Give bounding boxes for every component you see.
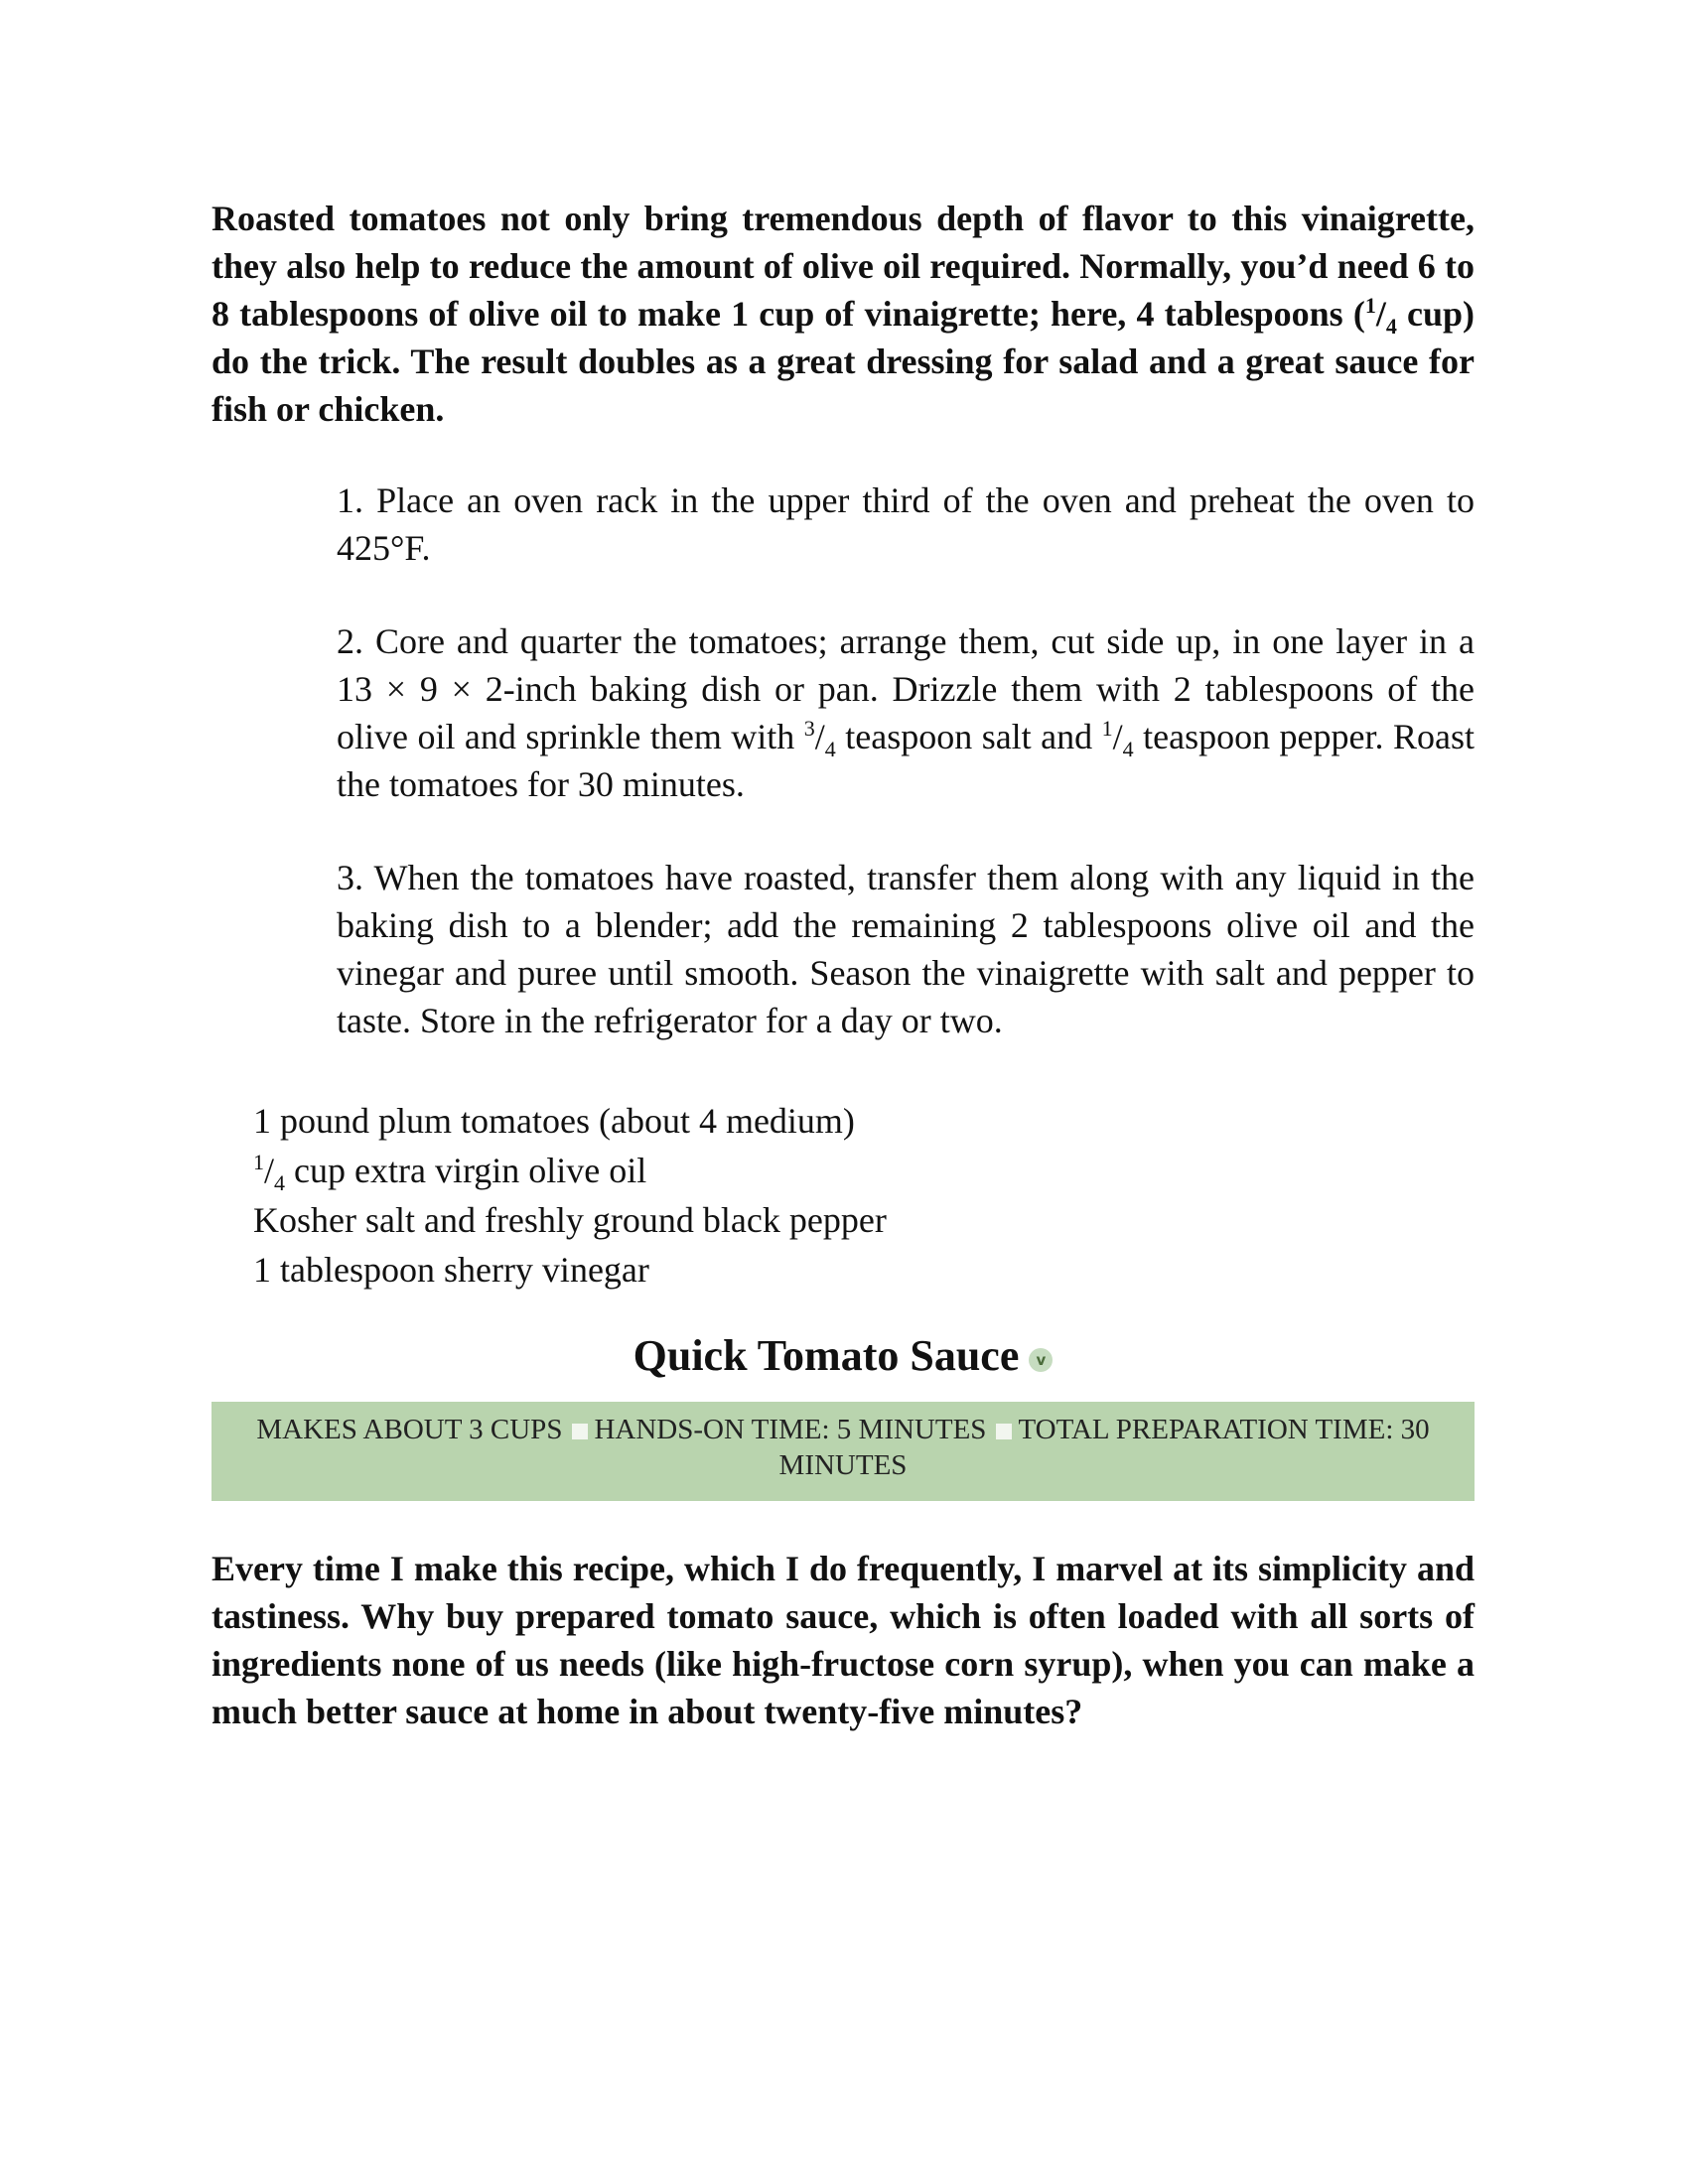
fraction-denominator: 4 — [824, 737, 836, 762]
step-2-text-b: teaspoon salt and — [835, 717, 1102, 756]
ingredient-text: cup extra virgin olive oil — [285, 1151, 647, 1190]
ingredient-item: 1 tablespoon sherry vinegar — [253, 1250, 649, 1290]
step-3: 3. When the tomatoes have roasted, transfer them along with any liquid in the baking dish to a blender; add the remaining 2 tablespoons olive oil and the vinegar and puree until smooth. Season the vinaigrette with salt and pepper to taste. Store in the refrigerator for a day or two. — [337, 858, 1475, 1040]
recipe-2-intro-paragraph: Every time I make this recipe, which I do frequently, I marvel at its simplicity and tastiness. Why buy prepared tomato sauce, which is often loaded with all sorts of ingredients none of us needs (like high-fructose corn syrup), when you can make a much better sauce at home in about twenty-five minutes? — [211, 1549, 1475, 1731]
fraction-numerator: 1 — [253, 1150, 264, 1174]
step-2-text-a: 2. Core and quarter the tomatoes; arrange them, cut side up, in one layer in a 13 × 9 × 2-inch baking dish or pan. Drizzle them with 2 tablespoons of the olive oil and sprinkle them with — [337, 621, 1475, 756]
ingredient-list — [253, 1096, 1475, 1295]
intro-text-1: Roasted tomatoes not only bring tremendous depth of flavor to this vinaigrette, they also help to reduce the amount of olive oil required. Normally, you’d need 6 to 8 tablespoons of olive oil to make 1 cup of vinaigrette; here, 4 tablespoons ( — [211, 199, 1475, 334]
fraction-denominator: 4 — [274, 1170, 286, 1196]
fraction-denominator: 4 — [1385, 314, 1397, 340]
separator-square-icon — [996, 1424, 1012, 1439]
ingredient-item: Kosher salt and freshly ground black pepper — [253, 1200, 887, 1240]
separator-square-icon — [572, 1424, 588, 1439]
recipe-title-text: Quick Tomato Sauce — [633, 1331, 1020, 1380]
hands-on-time: HANDS-ON TIME: 5 MINUTES — [594, 1414, 987, 1445]
recipe-page — [211, 195, 1475, 1735]
vegetarian-badge-icon: v — [1029, 1348, 1053, 1372]
fraction-denominator: 4 — [1122, 737, 1134, 762]
step-2-text-c: teaspoon pepper. Roast the tomatoes for 30 minutes. — [337, 717, 1475, 804]
intro-text-2: cup) do the trick. The result doubles as a great dressing for salad and a great sauce for fish or chicken. — [211, 294, 1475, 429]
recipe-intro-paragraph: Roasted tomatoes not only bring tremendous depth of flavor to this vinaigrette, they also help to reduce the amount of olive oil required. Normally, you’d need 6 to 8 tablespoons of olive oil to make 1 cup of vinaigrette; here, 4 tablespoons ($^1/_4$ cup) do the trick. The result doubles as a great dressing for salad and a great sauce for fish or chicken. — [211, 199, 1475, 429]
method-steps — [337, 477, 1475, 1044]
step-1: 1. Place an oven rack in the upper third of the oven and preheat the oven to 425°F. — [337, 480, 1475, 568]
yield-text: MAKES ABOUT 3 CUPS — [256, 1414, 563, 1445]
ingredient-item: $^1/_4$ cup extra virgin olive oil — [253, 1150, 647, 1196]
fraction-numerator: 3 — [803, 716, 815, 741]
total-time: TOTAL PREPARATION TIME: 30 MINUTES — [778, 1414, 1430, 1481]
recipe-yield-band — [211, 1402, 1475, 1501]
fraction-numerator: 1 — [1364, 293, 1376, 318]
ingredient-item: 1 pound plum tomatoes (about 4 medium) — [253, 1101, 855, 1141]
fraction-numerator: 1 — [1101, 716, 1113, 741]
recipe-title — [211, 1328, 1475, 1384]
step-2: 2. Core and quarter the tomatoes; arrange them, cut side up, in one layer in a 13 × 9 × 2-inch baking dish or pan. Drizzle them with 2 tablespoons of the olive oil and sprinkle them with $^3/_4$ teaspoon salt and $^1/_4$ teaspoon pepper. Roast the tomatoes for 30 minutes. — [337, 621, 1475, 804]
